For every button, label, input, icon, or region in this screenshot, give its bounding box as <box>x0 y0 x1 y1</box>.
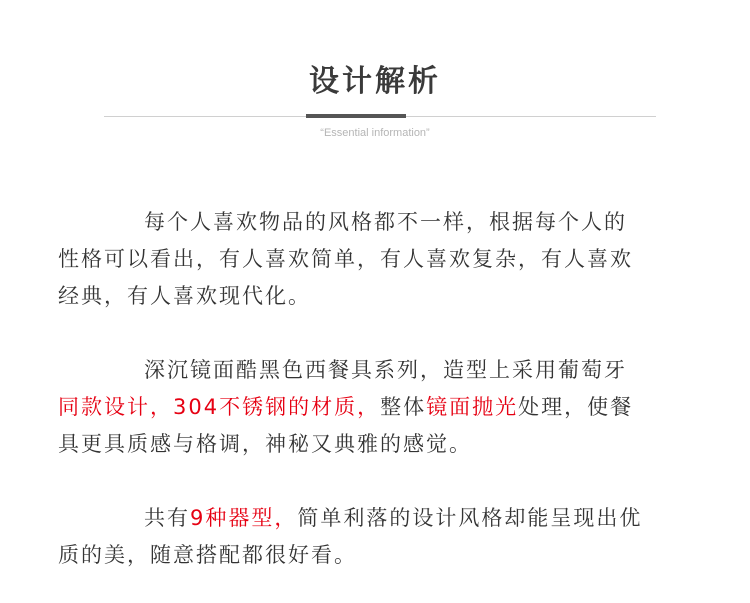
paragraph-text: 处理，使餐 <box>518 395 634 419</box>
paragraph-line: 深沉镜面酷黑色西餐具系列，造型上采用葡萄牙 <box>144 358 627 382</box>
paragraph-text: 简单利落的设计风格却能呈现出优 <box>297 506 643 530</box>
paragraph-line <box>58 389 708 426</box>
paragraph-line: 性格可以看出，有人喜欢简单，有人喜欢复杂，有人喜欢 <box>58 247 633 271</box>
header-divider-accent <box>306 114 406 118</box>
highlight-text: 同款设计，304不锈钢的材质， <box>58 395 381 419</box>
paragraph-line: 经典，有人喜欢现代化。 <box>58 284 311 308</box>
paragraph-text: 共有 <box>144 506 190 530</box>
paragraph-shapes <box>58 500 708 574</box>
paragraph-material <box>58 352 708 463</box>
paragraph-line: 质的美，随意搭配都很好看。 <box>58 543 357 567</box>
paragraph-style-intro <box>58 204 708 315</box>
paragraph-line: 每个人喜欢物品的风格都不一样，根据每个人的 <box>144 210 627 234</box>
paragraph-line: 具更具质感与格调，神秘又典雅的感觉。 <box>58 432 472 456</box>
paragraph-text: 整体 <box>380 395 427 419</box>
highlight-text: 镜面抛光 <box>426 395 519 419</box>
paragraph-line <box>58 500 708 537</box>
section-subtitle: “Essential information” <box>320 127 430 139</box>
highlight-text: 9种器型， <box>190 506 298 530</box>
section-title: 设计解析 <box>309 64 441 99</box>
